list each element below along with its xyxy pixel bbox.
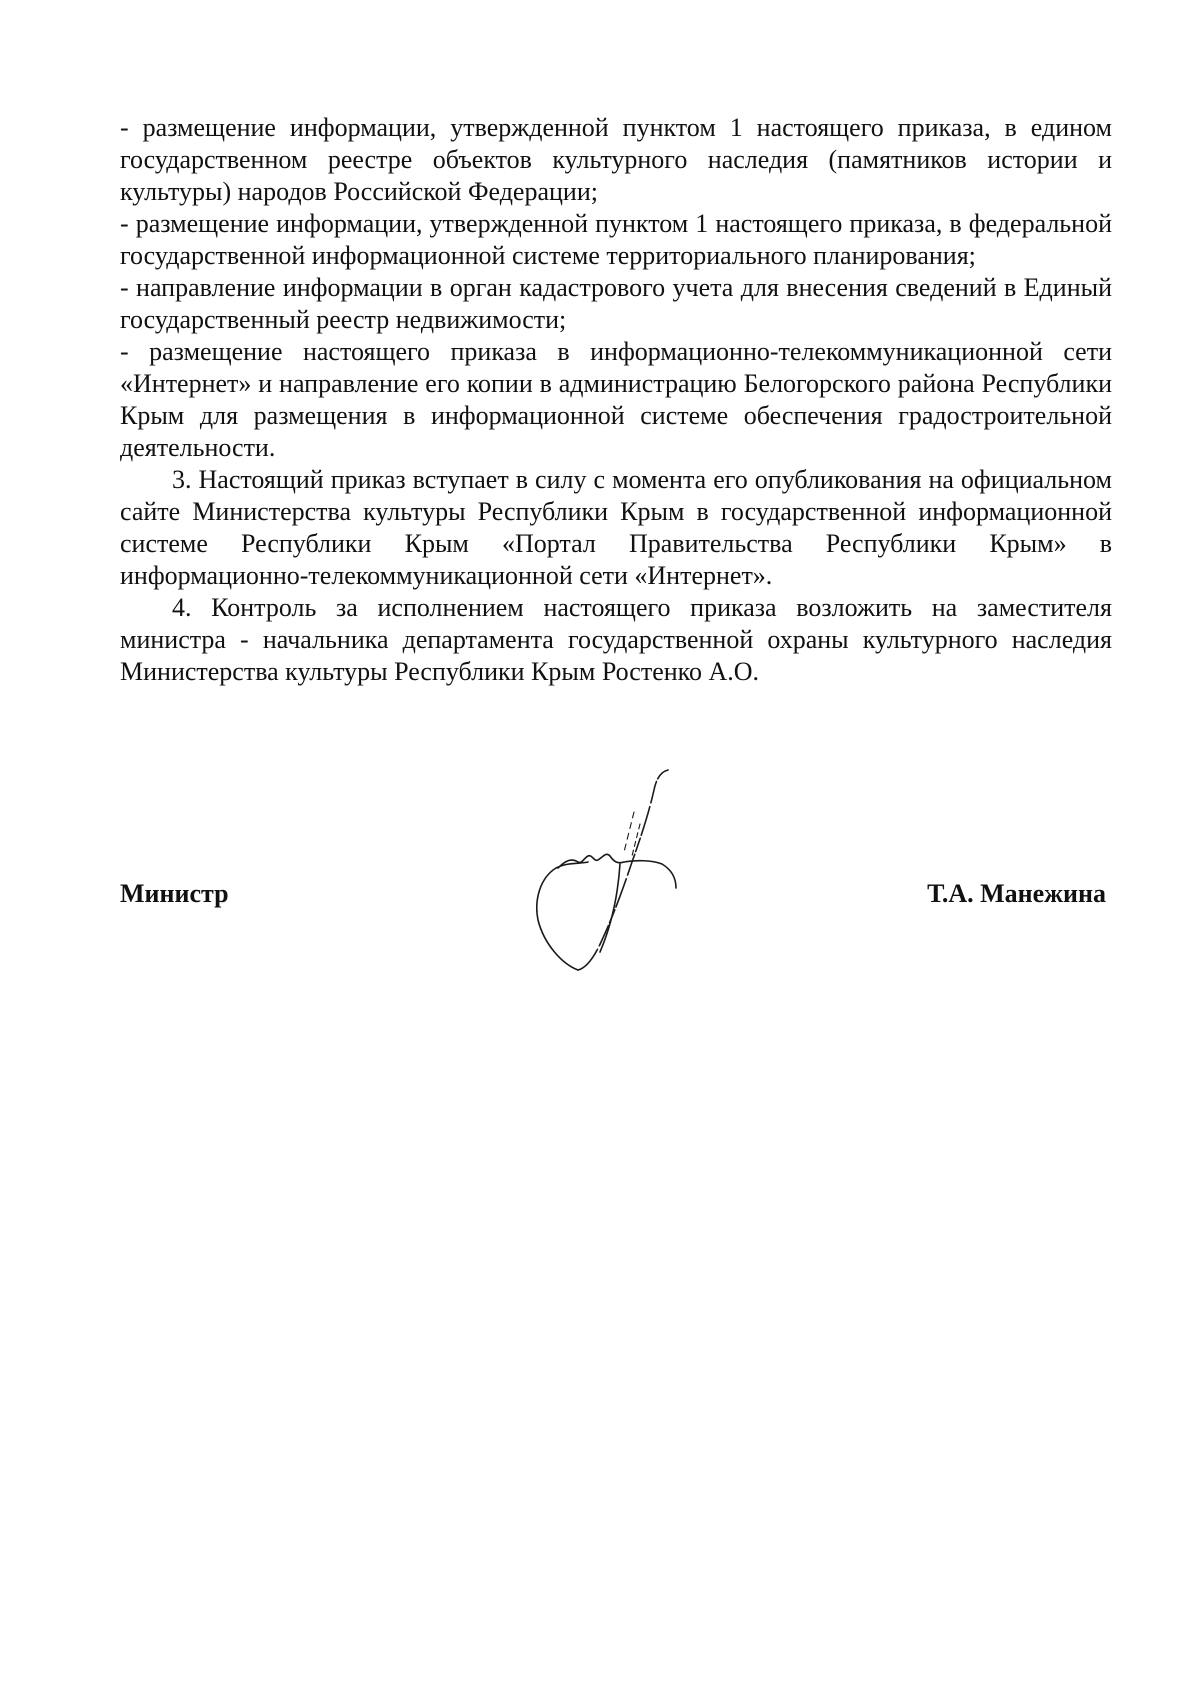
list-item-planning-system: - размещение информации, утвержденной пунктом 1 настоящего приказа, в федеральной государственной информационной системе территориального планирования;	[120, 209, 1112, 270]
list-item-internet-publication: - размещение настоящего приказа в информационно-телекоммуникационной сети «Интернет» и направление его копии в администрацию Белогорского района Республики Крым для размещения в информационной системе обеспечения градостроительной деятельности.	[120, 337, 1112, 462]
signatory-title: Министр	[120, 879, 229, 908]
signatory-name: Т.А. Манежина	[927, 879, 1106, 908]
document-body	[120, 112, 1112, 688]
clause-4-control: 4. Контроль за исполнением настоящего приказа возложить на заместителя министра - начальника департамента государственной охраны культурного наследия Министерства культуры Республики Крым Ростенко А.О.	[120, 593, 1112, 686]
list-item-registry: - размещение информации, утвержденной пунктом 1 настоящего приказа, в едином государственном реестре объектов культурного наследия (памятников истории и культуры) народов Российской Федерации;	[120, 113, 1112, 206]
handwritten-signature-icon	[536, 764, 726, 1004]
clause-3-effective-date: 3. Настоящий приказ вступает в силу с момента его опубликования на официальном сайте Министерства культуры Республики Крым в государственной информационной системе Республики Крым «Портал Правительства Республики Крым» в информационно-телекоммуникационной сети «Интернет».	[120, 465, 1112, 590]
list-item-cadastre: - направление информации в орган кадастрового учета для внесения сведений в Единый государственный реестр недвижимости;	[120, 273, 1112, 334]
